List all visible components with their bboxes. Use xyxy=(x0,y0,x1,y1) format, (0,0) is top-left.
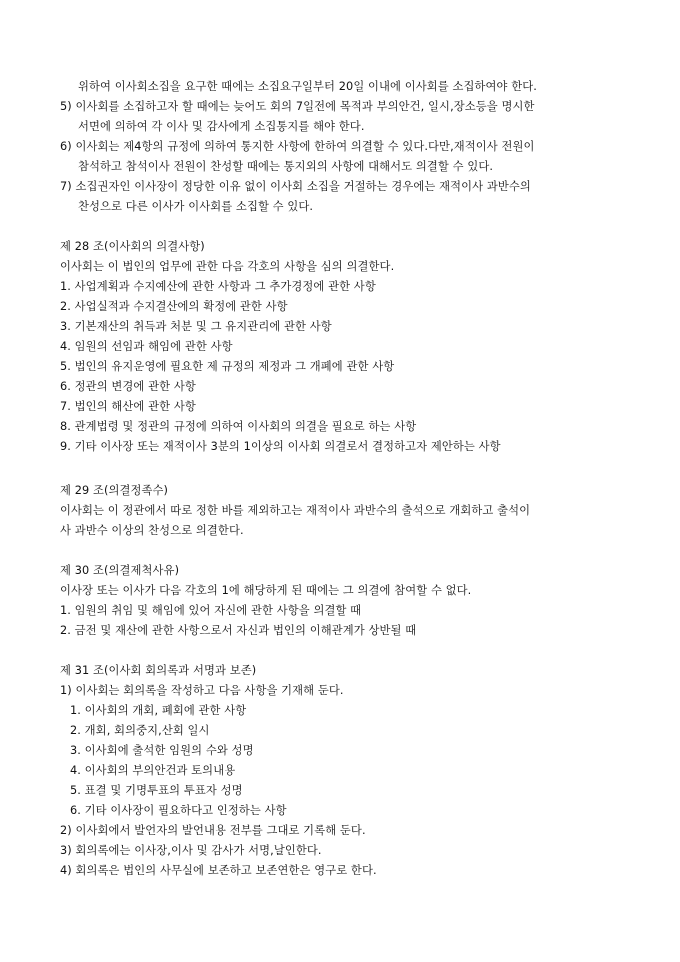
sub-list-item: 6. 기타 이사장이 필요하다고 인정하는 사항 xyxy=(70,804,287,817)
list-item: 7) 소집권자인 이사장이 정당한 이유 없이 이사회 소집을 거절하는 경우에는 재적이사 과반수의 xyxy=(60,180,531,193)
sub-list-item: 1. 이사회의 개회, 폐회에 관한 사항 xyxy=(70,704,247,717)
section-heading: 제 29 조(의결정족수) xyxy=(60,484,169,497)
list-item: 4. 임원의 선임과 해임에 관한 사항 xyxy=(60,340,233,353)
body-line: 사 과반수 이상의 찬성으로 의결한다. xyxy=(60,524,244,537)
list-item: 4) 회의록은 법인의 사무실에 보존하고 보존연한은 영구로 한다. xyxy=(60,864,377,877)
list-item: 6. 정관의 변경에 관한 사항 xyxy=(60,380,196,393)
list-item: 5) 이사회를 소집하고자 할 때에는 늦어도 회의 7일전에 목적과 부의안건, 일시,장소등을 명시한 xyxy=(60,100,535,113)
list-item: 2. 사업실적과 수지결산에의 확정에 관한 사항 xyxy=(60,300,288,313)
body-line: 이사장 또는 이사가 다음 각호의 1에 해당하게 된 때에는 그 의결에 참여할 수 없다. xyxy=(60,584,472,597)
section-heading: 제 28 조(이사회의 의결사항) xyxy=(60,240,205,253)
list-item: 3) 회의록에는 이사장,이사 및 감사가 서명,날인한다. xyxy=(60,844,322,857)
list-item: 2) 이사회에서 발언자의 발언내용 전부를 그대로 기록해 둔다. xyxy=(60,824,366,837)
body-line: 찬성으로 다른 이사가 이사회를 소집할 수 있다. xyxy=(78,200,314,213)
list-item: 3. 기본재산의 취득과 처분 및 그 유지관리에 관한 사항 xyxy=(60,320,332,333)
list-item: 2. 금전 및 재산에 관한 사항으로서 자신과 법인의 이해관계가 상반될 때 xyxy=(60,624,417,637)
body-line: 위하여 이사회소집을 요구한 때에는 소집요구일부터 20일 이내에 이사회를 소집하여야 한다. xyxy=(78,80,537,93)
body-line: 이사회는 이 정관에서 따로 정한 바를 제외하고는 재적이사 과반수의 출석으로 개회하고 출석이 xyxy=(60,504,531,517)
body-line: 서면에 의하여 각 이사 및 감사에게 소집통지를 해야 한다. xyxy=(78,120,365,133)
sub-list-item: 3. 이사회에 출석한 임원의 수와 성명 xyxy=(70,744,254,757)
sub-list-item: 2. 개회, 회의중지,산회 일시 xyxy=(70,724,210,737)
body-line: 이사회는 이 법인의 업무에 관한 다음 각호의 사항을 심의 의결한다. xyxy=(60,260,395,273)
list-item: 9. 기타 이사장 또는 재적이사 3분의 1이상의 이사회 의결로서 결정하고자 제안하는 사항 xyxy=(60,440,501,453)
list-item: 6) 이사회는 제4항의 규정에 의하여 통지한 사항에 한하여 의결할 수 있다.다만,재적이사 전원이 xyxy=(60,140,535,153)
list-item: 5. 법인의 유지운영에 필요한 제 규정의 제정과 그 개폐에 관한 사항 xyxy=(60,360,395,373)
list-item: 1) 이사회는 회의록을 작성하고 다음 사항을 기재해 둔다. xyxy=(60,684,344,697)
sub-list-item: 4. 이사회의 부의안건과 토의내용 xyxy=(70,764,236,777)
list-item: 1. 임원의 취임 및 해임에 있어 자신에 관한 사항을 의결할 때 xyxy=(60,604,362,617)
list-item: 8. 관계법령 및 정관의 규정에 의하여 이사회의 의결을 필요로 하는 사항 xyxy=(60,420,417,433)
list-item: 1. 사업계획과 수지예산에 관한 사항과 그 추가경정에 관한 사항 xyxy=(60,280,376,293)
section-heading: 제 30 조(의결제척사유) xyxy=(60,564,180,577)
section-heading: 제 31 조(이사회 회의록과 서명과 보존) xyxy=(60,664,257,677)
sub-list-item: 5. 표결 및 기명투표의 투표자 성명 xyxy=(70,784,243,797)
body-line: 참석하고 참석이사 전원이 찬성할 때에는 통지외의 사항에 대해서도 의결할 수 있다. xyxy=(78,160,494,173)
list-item: 7. 법인의 해산에 관한 사항 xyxy=(60,400,196,413)
